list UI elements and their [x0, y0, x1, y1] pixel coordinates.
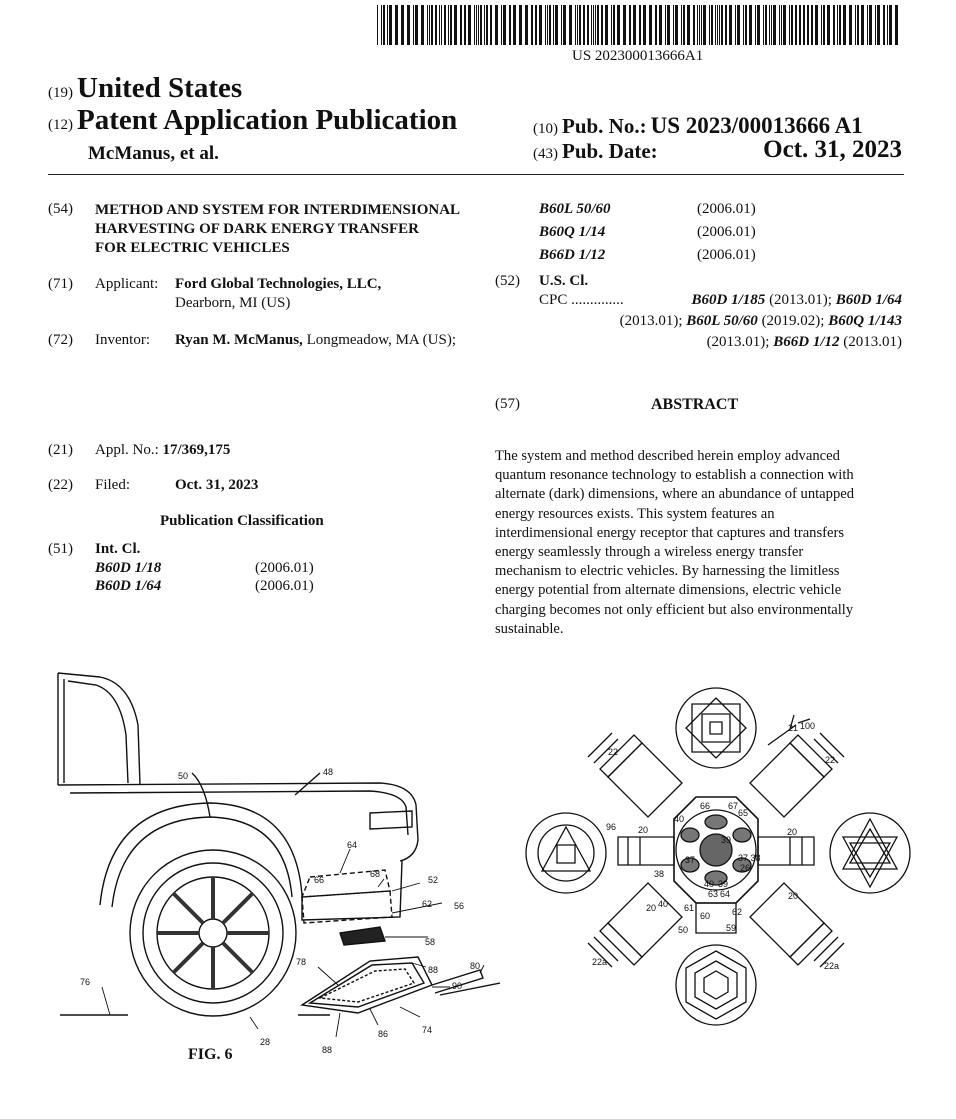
barcode-bar	[649, 5, 652, 45]
barcode-bar	[595, 5, 596, 45]
barcode-bar	[383, 5, 385, 45]
barcode-bar	[827, 5, 830, 45]
energy-receptor-figure	[520, 685, 915, 1070]
abstract-line: sustainable.	[495, 620, 564, 637]
ref-label: 21	[788, 723, 799, 733]
barcode-bar	[839, 5, 841, 45]
pub-class-heading: Publication Classification	[160, 513, 324, 529]
barcode-bar	[539, 5, 542, 45]
header-rule	[48, 174, 904, 175]
barcode-bar	[377, 5, 378, 45]
barcode-bar	[605, 5, 608, 45]
ref-label: 58	[425, 937, 436, 947]
bottom-symbol-hexagon	[695, 961, 737, 1009]
ref-label: 39	[718, 879, 729, 889]
barcode-bar	[519, 5, 522, 45]
ref-label: 52	[428, 875, 439, 885]
top-symbol-square	[692, 704, 740, 752]
ref-label: 100	[800, 721, 816, 731]
cpc-version: (2013.01)	[843, 334, 902, 350]
barcode-bar	[743, 5, 744, 45]
barcode-bar	[665, 5, 666, 45]
leader	[192, 773, 210, 817]
int-cl-code: (51)	[48, 541, 73, 557]
country-row	[48, 72, 242, 105]
ref-label: 22	[825, 755, 836, 765]
appl-row	[95, 442, 230, 459]
barcode-bar	[480, 5, 482, 45]
barcode-bar	[583, 5, 585, 45]
barcode-bar	[687, 5, 690, 45]
authors: McManus, et al.	[88, 143, 219, 164]
barcode-bar	[867, 5, 868, 45]
barcode-bar	[545, 5, 546, 45]
barcode-bar	[444, 5, 446, 45]
title-line: METHOD AND SYSTEM FOR INTERDIMENSIONAL	[95, 202, 461, 218]
abstract-body	[495, 447, 854, 639]
int-cl-item-code: B60D 1/18	[95, 560, 162, 576]
barcode-bar	[389, 5, 392, 45]
top-symbol-disc	[676, 688, 756, 768]
barcode-bar	[633, 5, 636, 45]
barcode-bar	[531, 5, 533, 45]
int-cl-label: Int. Cl.	[95, 541, 141, 557]
bottom-symbol-disc	[676, 945, 756, 1025]
barcode-bar	[613, 5, 615, 45]
rear-body	[302, 861, 402, 920]
barcode-bar	[474, 5, 475, 45]
ref-label: 28	[260, 1037, 271, 1047]
barcode-bar	[401, 5, 404, 45]
ref-label: 20	[788, 891, 799, 901]
cpc-code: B60L 50/60	[686, 313, 758, 329]
cpc-label: CPC ..............	[539, 292, 624, 308]
barcode-bar	[709, 5, 710, 45]
pub-date-row	[533, 139, 658, 164]
barcode-bar	[381, 5, 382, 45]
vehicle-charging-figure	[40, 665, 500, 1085]
barcode-bar	[478, 5, 479, 45]
figure-caption: FIG. 6	[188, 1046, 233, 1063]
barcode-bar	[435, 5, 437, 45]
barcode-bar	[555, 5, 558, 45]
barcode-bar	[783, 5, 786, 45]
inventor-label: Inventor:	[95, 332, 150, 348]
barcode-bar	[643, 5, 646, 45]
barcode-bar	[715, 5, 716, 45]
title-line: HARVESTING OF DARK ENERGY TRANSFER	[95, 221, 419, 237]
inventor-code: (72)	[48, 332, 73, 348]
barcode-bar	[577, 5, 578, 45]
barcode-bar	[427, 5, 428, 45]
ref-label: 68	[370, 869, 381, 879]
abstract-line: alternate (dark) dimensions, where an abundance of untapped	[495, 486, 855, 503]
ref-label: 37,38	[738, 853, 761, 863]
barcode-bar	[807, 5, 809, 45]
cpc-version: (2013.01);	[769, 292, 832, 308]
barcode-bar	[849, 5, 852, 45]
cpc-line-1	[692, 292, 902, 309]
barcode-bar	[703, 5, 706, 45]
barcode	[377, 5, 902, 45]
barcode-number: US 202300013666A1	[572, 48, 704, 64]
barcode-bar	[490, 5, 492, 45]
barcode-bar	[883, 5, 885, 45]
pub-no: US 2023/00013666 A1	[650, 113, 863, 138]
left-flange	[618, 837, 674, 865]
applicant-location: Dearborn, MI (US)	[175, 295, 291, 311]
bottom-symbol-hexagon	[704, 971, 728, 999]
ref-label: 64	[347, 840, 358, 850]
barcode-bar	[745, 5, 747, 45]
barcode-bar	[773, 5, 776, 45]
barcode-bar	[721, 5, 723, 45]
appl-label: Appl. No.:	[95, 442, 159, 458]
barcode-bar	[509, 5, 511, 45]
ref-label: 66	[314, 875, 325, 885]
barcode-bar	[681, 5, 682, 45]
cpc-code: B60D 1/64	[835, 292, 902, 308]
ref-label: 20	[646, 903, 657, 913]
title-line: FOR ELECTRIC VEHICLES	[95, 240, 290, 256]
barcode-bar	[597, 5, 599, 45]
barcode-bar	[450, 5, 452, 45]
barcode-bar	[454, 5, 457, 45]
barcode-bar	[887, 5, 888, 45]
barcode-bar	[811, 5, 813, 45]
abstract-line: energy seamlessly through a wireless energy transfer	[495, 544, 804, 561]
int-cl-cont-code: B66D 1/12	[539, 247, 606, 263]
cpc-version: (2013.01);	[619, 313, 683, 329]
cpc-version: (2013.01);	[706, 334, 770, 350]
barcode-bar	[591, 5, 592, 45]
emitter-ne	[750, 733, 844, 817]
barcode-bar	[789, 5, 790, 45]
invention-title	[95, 201, 460, 258]
applicant-label: Applicant:	[95, 276, 159, 292]
int-cl-item-code: B60D 1/64	[95, 578, 162, 594]
bed-line	[70, 791, 408, 835]
abstract-line: quantum resonance technology to establish a connection with	[495, 467, 854, 484]
left-symbol-triangle	[542, 827, 590, 871]
abstract-line: charging becomes not only efficient but also environmentally	[495, 601, 854, 618]
ref-label: 88	[322, 1045, 333, 1055]
barcode-bar	[387, 5, 388, 45]
barcode-bar	[655, 5, 657, 45]
int-cl-item-version: (2006.01)	[255, 560, 314, 576]
spokes	[157, 877, 269, 989]
title-code: (54)	[48, 201, 73, 217]
barcode-bar	[561, 5, 562, 45]
barcode-bar	[693, 5, 695, 45]
barcode-bar	[415, 5, 418, 45]
ref-label: 40	[658, 899, 669, 909]
us-cl-code: (52)	[495, 273, 520, 289]
ref-label: 39	[721, 835, 732, 845]
barcode-bar	[448, 5, 449, 45]
abstract-line: mechanism to electric vehicles. By harnessing the limitless	[495, 563, 840, 580]
barcode-bar	[877, 5, 880, 45]
emitter-nw	[588, 733, 682, 817]
barcode-bar	[429, 5, 430, 45]
barcode-bar	[486, 5, 488, 45]
ref-label: 63	[708, 889, 719, 899]
emitter-sw	[588, 883, 682, 967]
barcode-bar	[553, 5, 554, 45]
barcode-bar	[535, 5, 537, 45]
barcode-bar	[617, 5, 620, 45]
barcode-bar	[525, 5, 528, 45]
wheel-arch-inner	[112, 817, 292, 907]
ref-label: 96	[606, 822, 617, 832]
ground-line	[60, 983, 500, 1015]
barcode-bar	[719, 5, 720, 45]
pub-no-code: (10)	[533, 121, 558, 137]
country: United States	[77, 72, 243, 104]
int-cl-cont-version: (2006.01)	[697, 224, 756, 240]
ref-label: 60	[700, 911, 711, 921]
us-cl-label: U.S. Cl.	[539, 273, 589, 289]
ref-label: 86	[378, 1029, 389, 1039]
barcode-bar	[464, 5, 466, 45]
ref-label: 62	[732, 907, 743, 917]
barcode-bar	[563, 5, 566, 45]
ref-label: 76	[80, 977, 91, 987]
int-cl-cont-version: (2006.01)	[697, 201, 756, 217]
tail-light	[370, 811, 412, 829]
barcode-bar	[843, 5, 846, 45]
cpc-code: B60D 1/185	[691, 292, 766, 308]
barcode-bar	[701, 5, 702, 45]
abstract-line: The system and method described herein employ advanced	[495, 448, 840, 464]
ref-label: 74	[422, 1025, 433, 1035]
int-cl-cont-code: B60L 50/60	[539, 201, 611, 217]
barcode-bar	[803, 5, 805, 45]
barcode-bar	[755, 5, 756, 45]
abstract-line: energy potential from alternate dimensions, electric vehicle	[495, 582, 842, 599]
abstract-line: energy resources exists. This system features an	[495, 505, 775, 522]
filed-code: (22)	[48, 477, 73, 493]
barcode-bar	[729, 5, 732, 45]
barcode-bar	[857, 5, 859, 45]
int-cl-cont-code: B60Q 1/14	[539, 224, 606, 240]
barcode-bar	[683, 5, 685, 45]
filed-label: Filed:	[95, 477, 131, 493]
barcode-bar	[513, 5, 516, 45]
barcode-bar	[737, 5, 740, 45]
top-symbol-square	[702, 714, 730, 742]
applicant-code: (71)	[48, 276, 73, 292]
barcode-bar	[579, 5, 581, 45]
barcode-bar	[769, 5, 770, 45]
barcode-bar	[869, 5, 872, 45]
barcode-bar	[659, 5, 662, 45]
appl-code: (21)	[48, 442, 73, 458]
abstract-line: interdimensional energy receptor that captures and transfers	[495, 524, 845, 541]
ref-label: 22	[608, 747, 619, 757]
barcode-bar	[699, 5, 700, 45]
barcode-bar	[725, 5, 727, 45]
barcode-bar	[889, 5, 892, 45]
barcode-bar	[501, 5, 502, 45]
barcode-bar	[823, 5, 825, 45]
left-symbol-square	[557, 845, 575, 863]
int-cl-cont-version: (2006.01)	[697, 247, 756, 263]
ref-label: 50	[178, 771, 189, 781]
barcode-bar	[439, 5, 440, 45]
ref-label: 40	[704, 879, 715, 889]
top-symbol-diamond	[686, 698, 746, 758]
ref-label: 37	[685, 855, 696, 865]
appl-no: 17/369,175	[162, 442, 231, 458]
ref-label: 90	[452, 981, 463, 991]
barcode-bar	[503, 5, 506, 45]
right-flange	[758, 837, 814, 865]
cpc-line-2	[620, 313, 902, 330]
inventor-name: Ryan M. McManus,	[175, 332, 303, 348]
publication-title: Patent Application Publication	[77, 104, 458, 136]
cpc-version: (2019.02);	[761, 313, 825, 329]
barcode-bar	[476, 5, 477, 45]
ref-label: 22a	[824, 961, 840, 971]
ref-label: 22a	[592, 957, 608, 967]
cab-window	[64, 679, 128, 783]
pub-date: Oct. 31, 2023	[763, 136, 902, 163]
ref-label: 56	[454, 901, 465, 911]
barcode-bar	[735, 5, 736, 45]
barcode-bar	[673, 5, 674, 45]
applicant-name: Ford Global Technologies, LLC,	[175, 276, 382, 292]
barcode-bar	[749, 5, 752, 45]
cpc-line-3	[707, 334, 902, 351]
bed-outline	[58, 783, 418, 861]
barcode-bar	[771, 5, 772, 45]
barcode-bar	[593, 5, 594, 45]
abstract-code: (57)	[495, 396, 520, 412]
left-symbol-circle	[538, 825, 594, 881]
ref-label: 66	[700, 801, 711, 811]
hub-lens	[733, 828, 751, 842]
barcode-bar	[407, 5, 410, 45]
barcode-bar	[611, 5, 612, 45]
barcode-bar	[821, 5, 822, 45]
barcode-bar	[460, 5, 462, 45]
ref-label: 26	[740, 863, 751, 873]
barcode-bar	[629, 5, 631, 45]
ref-label: 88	[428, 965, 439, 975]
barcode-bar	[484, 5, 485, 45]
barcode-bar	[441, 5, 442, 45]
kind-row	[48, 104, 457, 137]
ref-label: 65	[738, 808, 749, 818]
receiver-coil	[340, 927, 385, 945]
ref-label: 78	[296, 957, 307, 967]
cpc-code: B66D 1/12	[773, 334, 840, 350]
hub	[199, 919, 227, 947]
country-code: (19)	[48, 85, 73, 101]
inventor-location: Longmeadow, MA (US);	[306, 332, 456, 348]
barcode-bar	[468, 5, 471, 45]
right-symbol-disc	[830, 813, 910, 893]
ref-label: 59	[726, 923, 737, 933]
barcode-bar	[601, 5, 603, 45]
barcode-bar	[717, 5, 718, 45]
barcode-bar	[837, 5, 838, 45]
ref-label: 67	[728, 801, 739, 811]
pub-date-code: (43)	[533, 146, 558, 162]
barcode-bar	[781, 5, 782, 45]
barcode-bar	[833, 5, 835, 45]
barcode-bar	[697, 5, 698, 45]
barcode-bar	[855, 5, 856, 45]
ref-label: 62	[422, 899, 433, 909]
barcode-bar	[587, 5, 589, 45]
abstract-heading: ABSTRACT	[651, 396, 739, 413]
barcode-bar	[667, 5, 670, 45]
barcode-bar	[815, 5, 818, 45]
barcode-bar	[639, 5, 641, 45]
barcode-bar	[795, 5, 797, 45]
ref-label: 64	[720, 889, 731, 899]
barcode-bar	[763, 5, 764, 45]
barcode-bar	[791, 5, 793, 45]
barcode-bar	[549, 5, 551, 45]
tire	[130, 850, 296, 1016]
top-symbol-core	[710, 722, 722, 734]
pub-date-label: Pub. Date:	[562, 139, 658, 163]
ref-label: 50	[678, 925, 689, 935]
barcode-bar	[575, 5, 576, 45]
hub-lens	[705, 815, 727, 829]
barcode-bar	[895, 5, 898, 45]
barcode-bar	[757, 5, 760, 45]
barcode-bar	[799, 5, 801, 45]
ref-label: 48	[323, 767, 334, 777]
ref-label: 61	[684, 903, 695, 913]
hub-lens	[681, 828, 699, 842]
barcode-bar	[495, 5, 498, 45]
barcode-bar	[547, 5, 548, 45]
barcode-bar	[431, 5, 433, 45]
barcode-bar	[569, 5, 572, 45]
ref-label: 20	[787, 827, 798, 837]
kind-code: (12)	[48, 117, 73, 133]
pub-no-label: Pub. No.:	[562, 114, 647, 138]
ref-label: 40	[674, 814, 685, 824]
barcode-bar	[675, 5, 678, 45]
int-cl-item-version: (2006.01)	[255, 578, 314, 594]
barcode-bar	[875, 5, 876, 45]
cpc-code: B60Q 1/143	[828, 313, 902, 329]
barcode-bar	[395, 5, 398, 45]
barcode-bar	[765, 5, 767, 45]
ref-label: 38	[654, 869, 665, 879]
barcode-bar	[779, 5, 780, 45]
barcode-bar	[623, 5, 626, 45]
filed-date: Oct. 31, 2023	[175, 477, 259, 493]
inventor	[175, 332, 456, 349]
barcode-bar	[711, 5, 713, 45]
barcode-bar	[413, 5, 414, 45]
ref-label: 20	[638, 825, 649, 835]
barcode-bar	[421, 5, 424, 45]
ref-label: 80	[470, 961, 481, 971]
barcode-bar	[861, 5, 864, 45]
